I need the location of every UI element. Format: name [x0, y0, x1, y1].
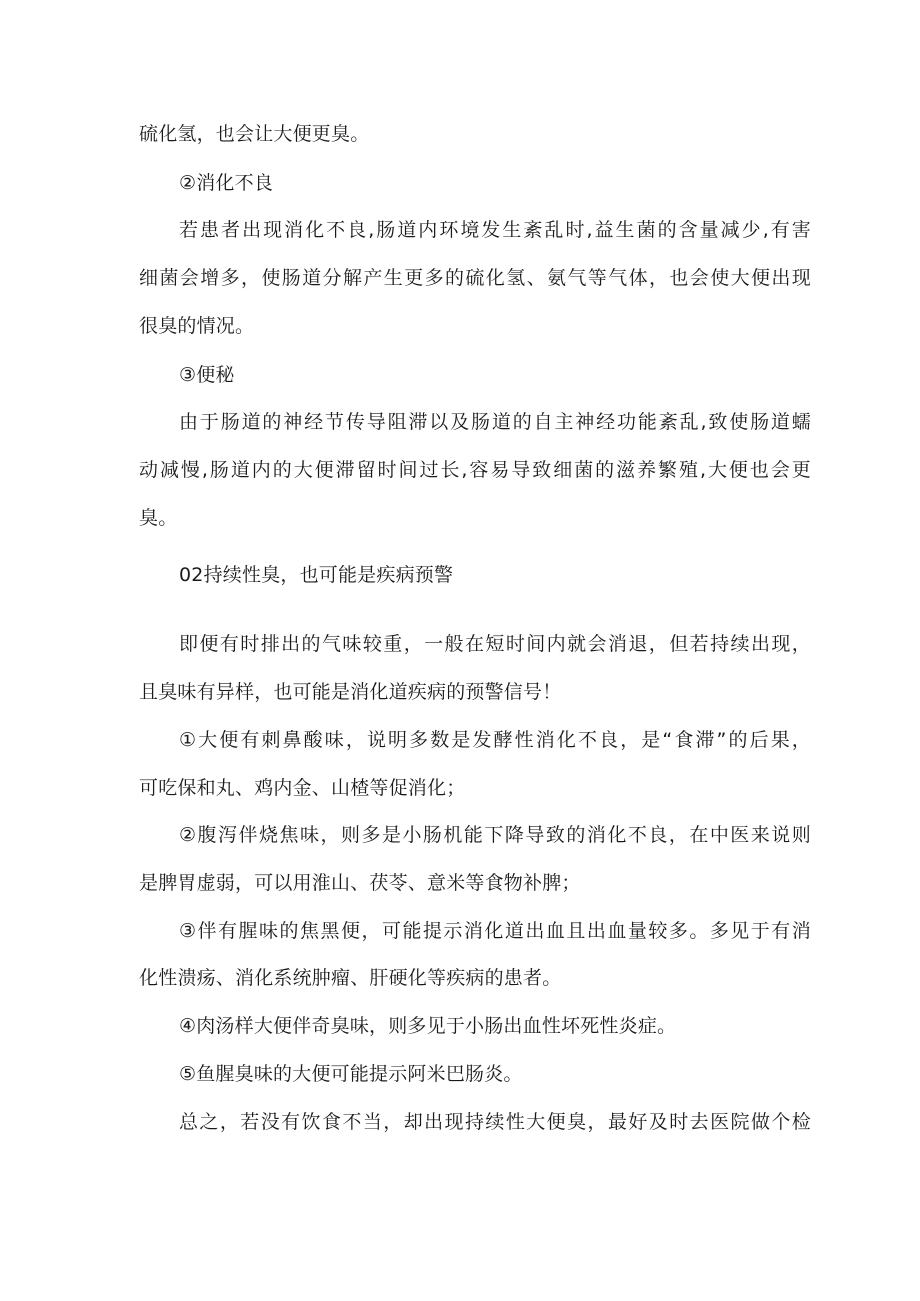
subheading-constipation: ③便秘 — [179, 364, 235, 386]
subheading-indigestion: ②消化不良 — [179, 172, 274, 194]
paragraph-line: ④肉汤样大便伴奇臭味，则多见于小肠出血性坏死性炎症。 — [179, 1015, 677, 1037]
paragraph-line: 且臭味有异样，也可能是消化道疾病的预警信号！ — [139, 681, 562, 703]
paragraph-line: 臭。 — [139, 507, 178, 529]
section-heading: 02持续性臭，也可能是疾病预警 — [179, 564, 454, 586]
paragraph-line: 可吃保和丸、鸡内金、山楂等促消化； — [139, 777, 466, 799]
paragraph-line: 动减慢,肠道内的大便滞留时间过长,容易导致细菌的滋养繁殖,大便也会更 — [139, 459, 811, 481]
paragraph-line: ①大便有刺鼻酸味，说明多数是发酵性消化不良，是“食滞”的后果， — [179, 729, 811, 751]
paragraph-line: ③伴有腥味的焦黑便，可能提示消化道出血且出血量较多。多见于有消 — [179, 920, 811, 942]
paragraph-line: 很臭的情况。 — [139, 315, 255, 337]
paragraph-line: ⑤鱼腥臭味的大便可能提示阿米巴肠炎。 — [179, 1063, 523, 1085]
paragraph-line: 硫化氢，也会让大便更臭。 — [139, 123, 370, 145]
paragraph-line: 即便有时排出的气味较重，一般在短时间内就会消退，但若持续出现， — [179, 633, 811, 655]
paragraph-line: 若患者出现消化不良,肠道内环境发生紊乱时,益生菌的含量减少,有害 — [179, 219, 811, 241]
paragraph-line: 总之，若没有饮食不当，却出现持续性大便臭，最好及时去医院做个检 — [179, 1111, 811, 1133]
paragraph-line: 细菌会增多，使肠道分解产生更多的硫化氢、氨气等气体，也会使大便出现 — [139, 267, 811, 289]
paragraph-line: 是脾胃虚弱，可以用淮山、茯苓、意米等食物补脾； — [139, 872, 581, 894]
paragraph-line: 化性溃疡、消化系统肿瘤、肝硬化等疾病的患者。 — [139, 967, 562, 989]
paragraph-line: 由于肠道的神经节传导阻滞以及肠道的自主神经功能紊乱,致使肠道蠕 — [179, 411, 811, 433]
paragraph-line: ②腹泻伴烧焦味，则多是小肠机能下降导致的消化不良，在中医来说则 — [179, 824, 811, 846]
